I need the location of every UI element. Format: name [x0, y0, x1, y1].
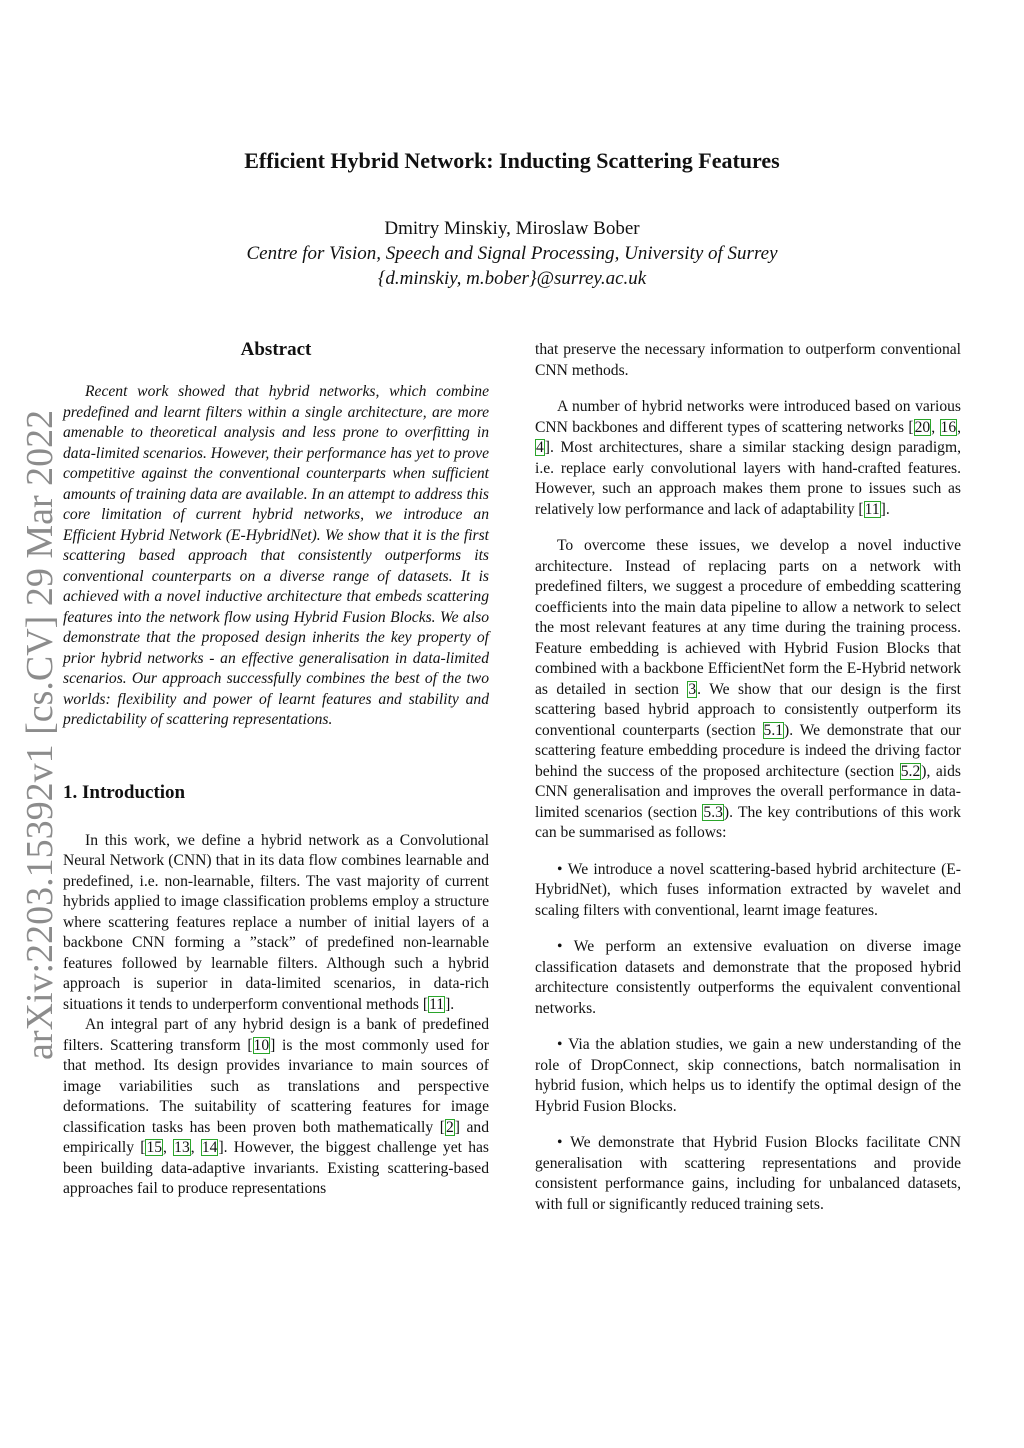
- text-span: ,: [957, 418, 962, 436]
- section-link[interactable]: 5.1: [763, 721, 784, 739]
- citation-link[interactable]: 16: [940, 418, 957, 436]
- text-span: To overcome these issues, we develop a novel inductive architecture. Instead of replacing parts on a network with predefined filters, we suggest a procedure of embedding scattering coefficients into the main data pipeline to allow a network to select the most relevant features at any time during the training process. Feature embedding is achieved with Hybrid Fusion Blocks that combined with a backbone EfficientNet form the E-Hybrid network as detailed in section: [535, 537, 961, 698]
- text-span: ] and empirically [: [63, 1118, 490, 1156]
- intro-paragraph-3: [535, 397, 961, 520]
- section-heading-introduction: 1. Introduction: [63, 781, 186, 803]
- citation-link[interactable]: 2: [445, 1118, 454, 1136]
- left-column: [63, 338, 489, 1200]
- contribution-bullet-3: • Via the ablation studies, we gain a new understanding of the role of DropConnect, skip connections, batch normalisation in hybrid fusion, which helps us to identify the optimal design of the Hybrid Fusion Blocks.: [535, 1035, 961, 1117]
- affiliation: Centre for Vision, Speech and Signal Processing, University of Surrey: [246, 243, 778, 264]
- citation-link[interactable]: 10: [253, 1036, 270, 1054]
- abstract-heading: Abstract: [240, 339, 312, 360]
- text-span: ].: [880, 500, 890, 518]
- section-link[interactable]: 5.3: [703, 803, 723, 821]
- text-span: . We show that our design is the first scattering based hybrid approach to consistently outperform its conventional counterparts (section: [535, 680, 961, 739]
- arxiv-identifier: arXiv:2203.15392v1 [cs.CV] 29 Mar 2022: [19, 409, 61, 1060]
- text-span: ), aids CNN generalisation and improves the overall performance in data-limited scenarios (section: [535, 762, 962, 821]
- citation-link[interactable]: 4: [536, 439, 544, 456]
- contribution-bullet-2: • We perform an extensive evaluation on diverse image classification datasets and demonstrate that the proposed hybrid architecture consistently outperforms the equivalent conventional networks.: [535, 937, 961, 1019]
- citation-link[interactable]: 14: [201, 1139, 218, 1156]
- section-link[interactable]: 5.2: [900, 762, 921, 780]
- author-names: Dmitry Minskiy, Miroslaw Bober: [384, 218, 640, 239]
- citation-link[interactable]: 13: [174, 1139, 190, 1156]
- text-span: An integral part of any hybrid design is a bank of predefined filters. Scattering transform [: [63, 1016, 489, 1054]
- paper-title: Efficient Hybrid Network: Inducting Scattering Features: [244, 148, 780, 173]
- abstract-text: Recent work showed that hybrid networks, which combine predefined and learnt filters within a single architecture, are more amenable to theoretical analysis and less prone to overfitting in data-limited scenarios. However, their performance has yet to prove competitive against the conventional counterparts when sufficient amounts of training data are available. In an attempt to address this core limitation of current hybrid networks, we introduce an Efficient Hybrid Network (E-HybridNet). We show that it is the first scattering based approach that consistently outperforms its conventional counterparts on a diverse range of datasets. It is achieved with a novel inductive architecture that embeds scattering features into the network flow using Hybrid Fusion Blocks. We also demonstrate that the proposed design inherits the key property of prior hybrid networks - an effective generalisation in data-limited scenarios. Our approach successfully combines the best of the two worlds: flexibility and power of learnt features and stability and predictability of scattering representations.: [63, 383, 489, 728]
- intro-paragraph-continued: that preserve the necessary information to outperform conventional CNN methods.: [535, 341, 961, 379]
- citation-link[interactable]: 15: [146, 1139, 163, 1156]
- author-block: [0, 216, 1024, 291]
- citation-link[interactable]: 20: [914, 418, 931, 436]
- author-email: {d.minskiy, m.bober}@surrey.ac.uk: [377, 268, 647, 289]
- text-span: ,: [931, 418, 940, 436]
- contribution-bullet-1: • We introduce a novel scattering-based hybrid architecture (E-HybridNet), which fuses information extracted by wavelet and scaling filters with conventional, learnt image features.: [535, 860, 961, 922]
- citation-link[interactable]: 11: [864, 500, 880, 518]
- text-span: ]. Most architectures, share a similar stacking design paradigm, i.e. replace early convolutional layers with hand-crafted features. However, such an approach makes them prone to issues such as relatively low performance and lack of adaptability [: [535, 439, 961, 518]
- text-span: ,: [163, 1139, 174, 1156]
- citation-link[interactable]: 11: [429, 995, 445, 1013]
- intro-paragraph-2: [63, 1015, 489, 1200]
- intro-paragraph-4: [535, 536, 961, 844]
- text-span: In this work, we define a hybrid network as a Convolutional Neural Network (CNN) that in its data flow combines learnable and predefined, i.e. non-learnable, filters. The vast majority of current hybrids applied to image classification problems employ a structure where scattering features replace a number of initial layers of a backbone CNN forming a ”stack” of predefined non-learnable features followed by learnable filters. Although such a hybrid approach is superior in data-limited scenarios, in data-rich situations it tends to underperform conventional methods [: [63, 831, 489, 1013]
- right-column: [535, 340, 961, 1215]
- text-span: ). The key contributions of this work can be summarised as follows:: [535, 803, 961, 841]
- contribution-bullet-4: • We demonstrate that Hybrid Fusion Blocks facilitate CNN generalisation with scattering representations and provide consistent performance gains, including for unbalanced datasets, with full or significantly reduced training sets.: [535, 1133, 961, 1215]
- text-span: ].: [445, 995, 455, 1013]
- text-span: ,: [190, 1139, 201, 1156]
- intro-paragraph-1: [63, 831, 489, 1016]
- text-span: ). We demonstrate that our scattering feature embedding procedure is indeed the driving factor behind the success of the proposed architecture (section: [535, 721, 961, 780]
- text-span: A number of hybrid networks were introduced based on various CNN backbones and different types of scattering networks [: [535, 398, 961, 436]
- text-span: ]. However, the biggest challenge yet has been building data-adaptive invariants. Existing scattering-based approaches fail to produce representations: [63, 1139, 489, 1197]
- section-link[interactable]: 3: [688, 680, 697, 698]
- text-span: ] is the most commonly used for that method. Its design provides invariance to main sources of image variabilities such as translations and perspective deformations. The suitability of scattering features for image classification tasks has been proven both mathematically [: [63, 1036, 489, 1136]
